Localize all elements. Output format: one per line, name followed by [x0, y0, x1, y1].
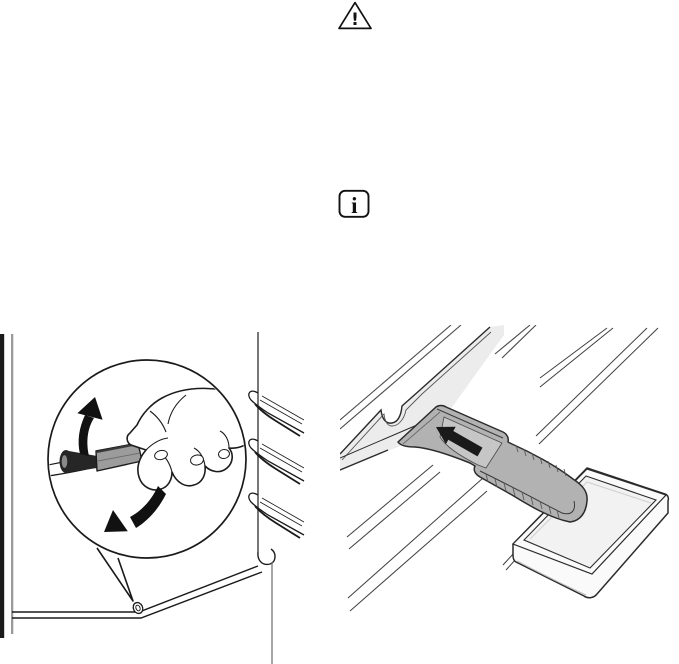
warning-icon: [336, 0, 374, 32]
info-i-glyph: i: [351, 193, 358, 219]
drain-scraper-tool: [398, 406, 587, 523]
info-icon: [338, 189, 370, 219]
door-edge-bar: [0, 334, 4, 638]
warning-exclamation-glyph: !: [351, 10, 359, 30]
cabinet-wall: [249, 332, 304, 664]
thermostat-adjustment-illustration: [0, 325, 306, 664]
door-edge-line: [11, 334, 13, 634]
fixing-screw: [132, 601, 145, 615]
drain-cleaning-illustration: [340, 325, 679, 620]
